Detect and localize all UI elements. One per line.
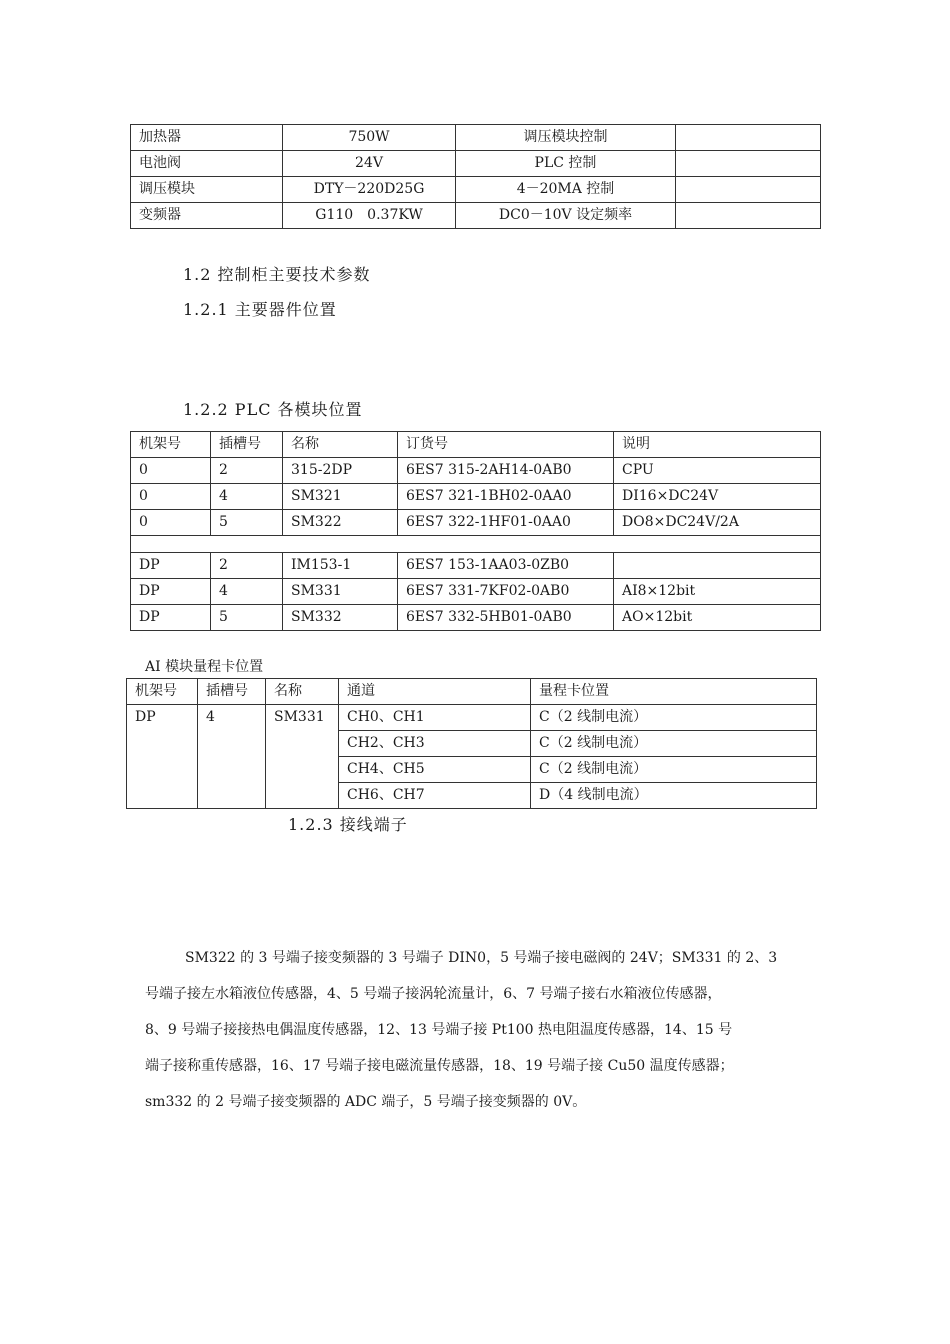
cell-description: AI8×12bit: [614, 579, 821, 605]
cell-order-number: 6ES7 332-5HB01-0AB0: [398, 605, 614, 631]
cell-description: [614, 553, 821, 579]
cell-channel: CH4、CH5: [339, 757, 531, 783]
cell-name: IM153-1: [283, 553, 398, 579]
table-row: [131, 605, 821, 631]
cell-control: 4－20MA 控制: [456, 177, 676, 203]
cell-extra: [676, 177, 821, 203]
cell-spec: DTY－220D25G: [283, 177, 456, 203]
header-channel: 通道: [339, 679, 531, 705]
cell-range-card: C（2 线制电流）: [531, 705, 817, 731]
table-row: [131, 579, 821, 605]
cell-name: 315-2DP: [283, 458, 398, 484]
section-heading-1-2: 1.2 控制柜主要技术参数: [183, 265, 371, 284]
header-order-number: 订货号: [398, 432, 614, 458]
cell-rack: 0: [131, 510, 211, 536]
cell-control: 调压模块控制: [456, 125, 676, 151]
header-name: 名称: [283, 432, 398, 458]
cell-slot: 5: [211, 605, 283, 631]
paragraph-line: sm332 的 2 号端子接变频器的 ADC 端子，5 号端子接变频器的 0V。: [145, 1094, 587, 1110]
spacer-cell: [131, 536, 821, 553]
cell-extra: [676, 151, 821, 177]
header-rack: 机架号: [131, 432, 211, 458]
cell-name: SM321: [283, 484, 398, 510]
cell-slot: 4: [211, 579, 283, 605]
cell-rack: 0: [131, 458, 211, 484]
cell-order-number: 6ES7 153-1AA03-0ZB0: [398, 553, 614, 579]
cell-channel: CH6、CH7: [339, 783, 531, 809]
cell-range-card: D（4 线制电流）: [531, 783, 817, 809]
paragraph-line: 8、9 号端子接接热电偶温度传感器，12、13 号端子接 Pt100 热电阻温度传感器，14、15 号: [145, 1022, 733, 1038]
section-heading-1-2-2: 1.2.2 PLC 各模块位置: [183, 400, 363, 419]
table-row: [131, 151, 821, 177]
table-header-row: [127, 679, 817, 705]
cell-device: 加热器: [131, 125, 283, 151]
table-row: [131, 484, 821, 510]
plc-module-table: [130, 431, 821, 631]
cell-rack: 0: [131, 484, 211, 510]
cell-control: PLC 控制: [456, 151, 676, 177]
cell-description: DI16×DC24V: [614, 484, 821, 510]
cell-spec: 24V: [283, 151, 456, 177]
cell-extra: [676, 203, 821, 229]
cell-name: SM331: [283, 579, 398, 605]
section-heading-1-2-1: 1.2.1 主要器件位置: [183, 300, 337, 319]
cell-slot: 4: [198, 705, 266, 809]
cell-name: SM331: [266, 705, 339, 809]
cell-slot: 5: [211, 510, 283, 536]
cell-order-number: 6ES7 321-1BH02-0AA0: [398, 484, 614, 510]
table-row: [127, 705, 817, 731]
cell-slot: 4: [211, 484, 283, 510]
table-row: [131, 510, 821, 536]
table-header-row: [131, 432, 821, 458]
paragraph-line: 端子接称重传感器，16、17 号端子接电磁流量传感器，18、19 号端子接 Cu50 温度传感器；: [145, 1058, 734, 1074]
ai-range-card-table: [126, 678, 817, 809]
cell-name: SM332: [283, 605, 398, 631]
ai-module-caption: AI 模块量程卡位置: [145, 659, 264, 675]
cell-slot: 2: [211, 553, 283, 579]
cell-rack: DP: [131, 553, 211, 579]
table-row: [131, 203, 821, 229]
cell-rack: DP: [131, 579, 211, 605]
header-range-card: 量程卡位置: [531, 679, 817, 705]
table-row: [131, 177, 821, 203]
header-slot: 插槽号: [198, 679, 266, 705]
cell-rack: DP: [127, 705, 198, 809]
cell-order-number: 6ES7 322-1HF01-0AA0: [398, 510, 614, 536]
section-heading-1-2-3: 1.2.3 接线端子: [288, 815, 408, 834]
cell-spec: 750W: [283, 125, 456, 151]
cell-slot: 2: [211, 458, 283, 484]
table-row: [131, 553, 821, 579]
header-name: 名称: [266, 679, 339, 705]
cell-device: 电池阀: [131, 151, 283, 177]
cell-range-card: C（2 线制电流）: [531, 757, 817, 783]
header-slot: 插槽号: [211, 432, 283, 458]
cell-device: 变频器: [131, 203, 283, 229]
cell-name: SM322: [283, 510, 398, 536]
table-row: [131, 458, 821, 484]
cell-device: 调压模块: [131, 177, 283, 203]
cell-order-number: 6ES7 315-2AH14-0AB0: [398, 458, 614, 484]
wiring-paragraph: [145, 940, 825, 1120]
cell-channel: CH2、CH3: [339, 731, 531, 757]
table-row: [131, 125, 821, 151]
equipment-table: [130, 124, 821, 229]
header-rack: 机架号: [127, 679, 198, 705]
cell-range-card: C（2 线制电流）: [531, 731, 817, 757]
cell-control: DC0－10V 设定频率: [456, 203, 676, 229]
header-description: 说明: [614, 432, 821, 458]
cell-extra: [676, 125, 821, 151]
paragraph-line: 号端子接左水箱液位传感器，4、5 号端子接涡轮流量计，6、7 号端子接右水箱液位传感器，: [145, 986, 722, 1002]
cell-channel: CH0、CH1: [339, 705, 531, 731]
cell-order-number: 6ES7 331-7KF02-0AB0: [398, 579, 614, 605]
spacer-row: [131, 536, 821, 553]
cell-spec: G110 0.37KW: [283, 203, 456, 229]
cell-description: AO×12bit: [614, 605, 821, 631]
cell-rack: DP: [131, 605, 211, 631]
cell-description: CPU: [614, 458, 821, 484]
paragraph-line: SM322 的 3 号端子接变频器的 3 号端子 DIN0，5 号端子接电磁阀的 24V；SM331 的 2、3: [185, 950, 778, 966]
cell-description: DO8×DC24V/2A: [614, 510, 821, 536]
